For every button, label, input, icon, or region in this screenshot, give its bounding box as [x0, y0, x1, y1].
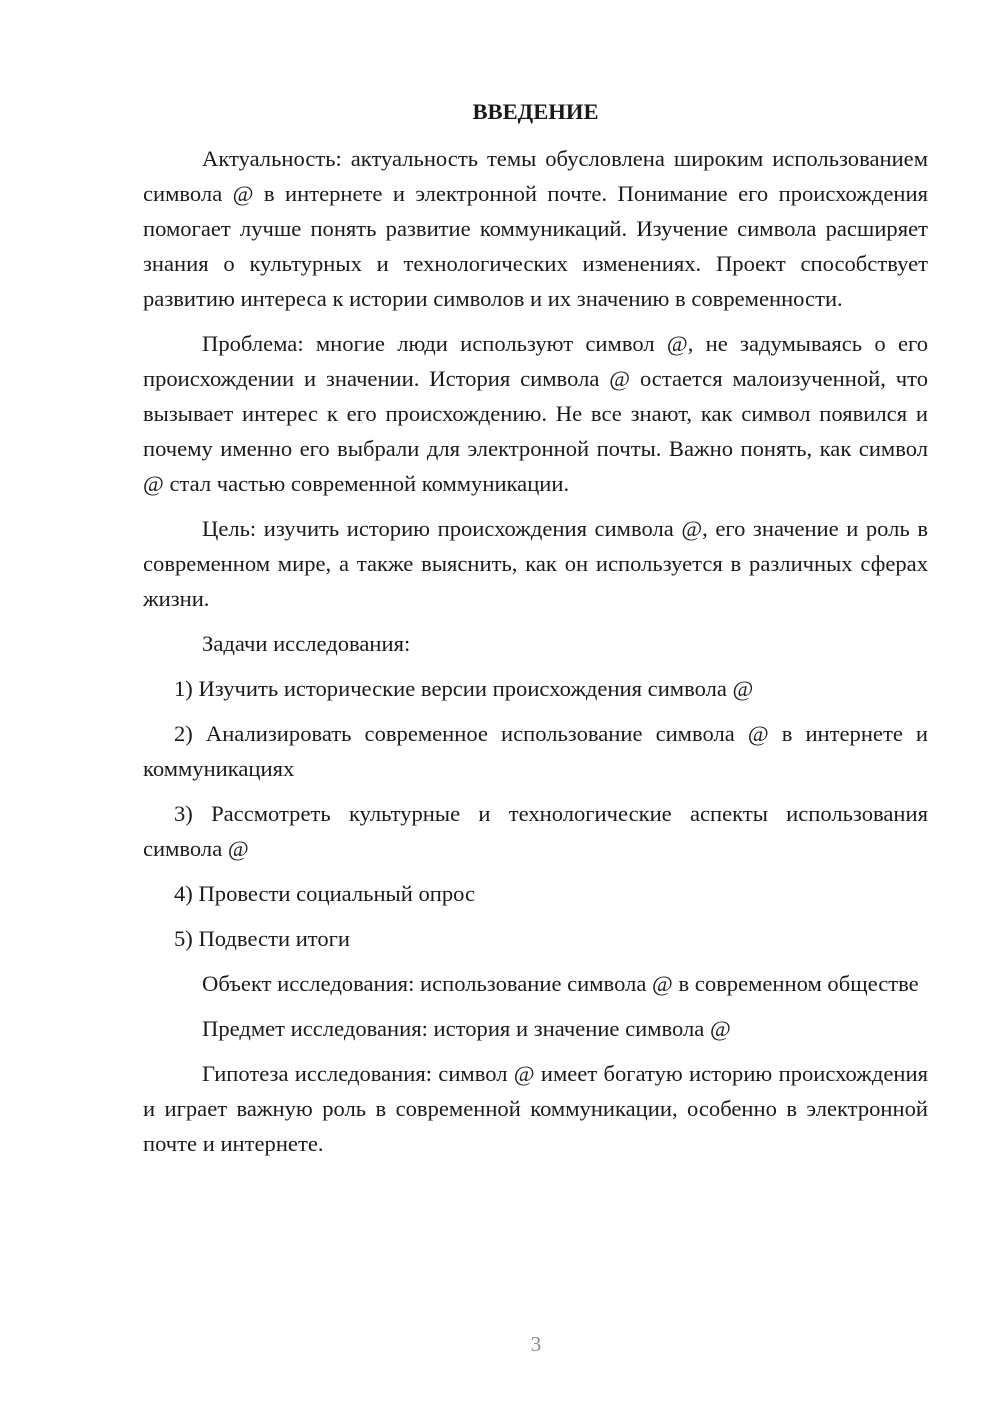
task-item: 2) Анализировать современное использование символа @ в интернете и коммуникациях	[143, 721, 928, 781]
task-item: 1) Изучить исторические версии происхождения символа @	[174, 676, 754, 701]
object-paragraph: Объект исследования: использование символа @ в современном обществе	[202, 971, 919, 996]
tasks-label: Задачи исследования:	[202, 631, 411, 656]
relevance-paragraph: Актуальность: актуальность темы обусловлена широким использованием символа @ в интернете и электронной почте. Понимание его происхождения помогает лучше понять развитие коммуникаций. Изучение символа расширяет знания о культурных и технологических изменениях. Проект способствует развитию интереса к истории символов и их значению в современности.	[143, 146, 928, 311]
page-number: 3	[530, 1332, 542, 1356]
page-heading: ВВЕДЕНИЕ	[472, 99, 599, 124]
subject-paragraph: Предмет исследования: история и значение символа @	[202, 1016, 731, 1041]
goal-paragraph: Цель: изучить историю происхождения символа @, его значение и роль в современном мире, а также выяснить, как он используется в различных сферах жизни.	[143, 516, 928, 611]
problem-paragraph: Проблема: многие люди используют символ @, не задумываясь о его происхождении и значении. История символа @ остается малоизученной, что вызывает интерес к его происхождению. Не все знают, как символ появился и почему именно его выбрали для электронной почты. Важно понять, как символ @ стал частью современной коммуникации.	[143, 331, 928, 496]
page-content	[143, 94, 928, 1171]
task-item: 3) Рассмотреть культурные и технологические аспекты использования символа @	[143, 801, 928, 861]
tasks-list	[143, 671, 928, 956]
task-item: 5) Подвести итоги	[174, 926, 351, 951]
task-item: 4) Провести социальный опрос	[174, 881, 476, 906]
hypothesis-paragraph: Гипотеза исследования: символ @ имеет богатую историю происхождения и играет важную роль в современной коммуникации, особенно в электронной почте и интернете.	[143, 1061, 928, 1156]
